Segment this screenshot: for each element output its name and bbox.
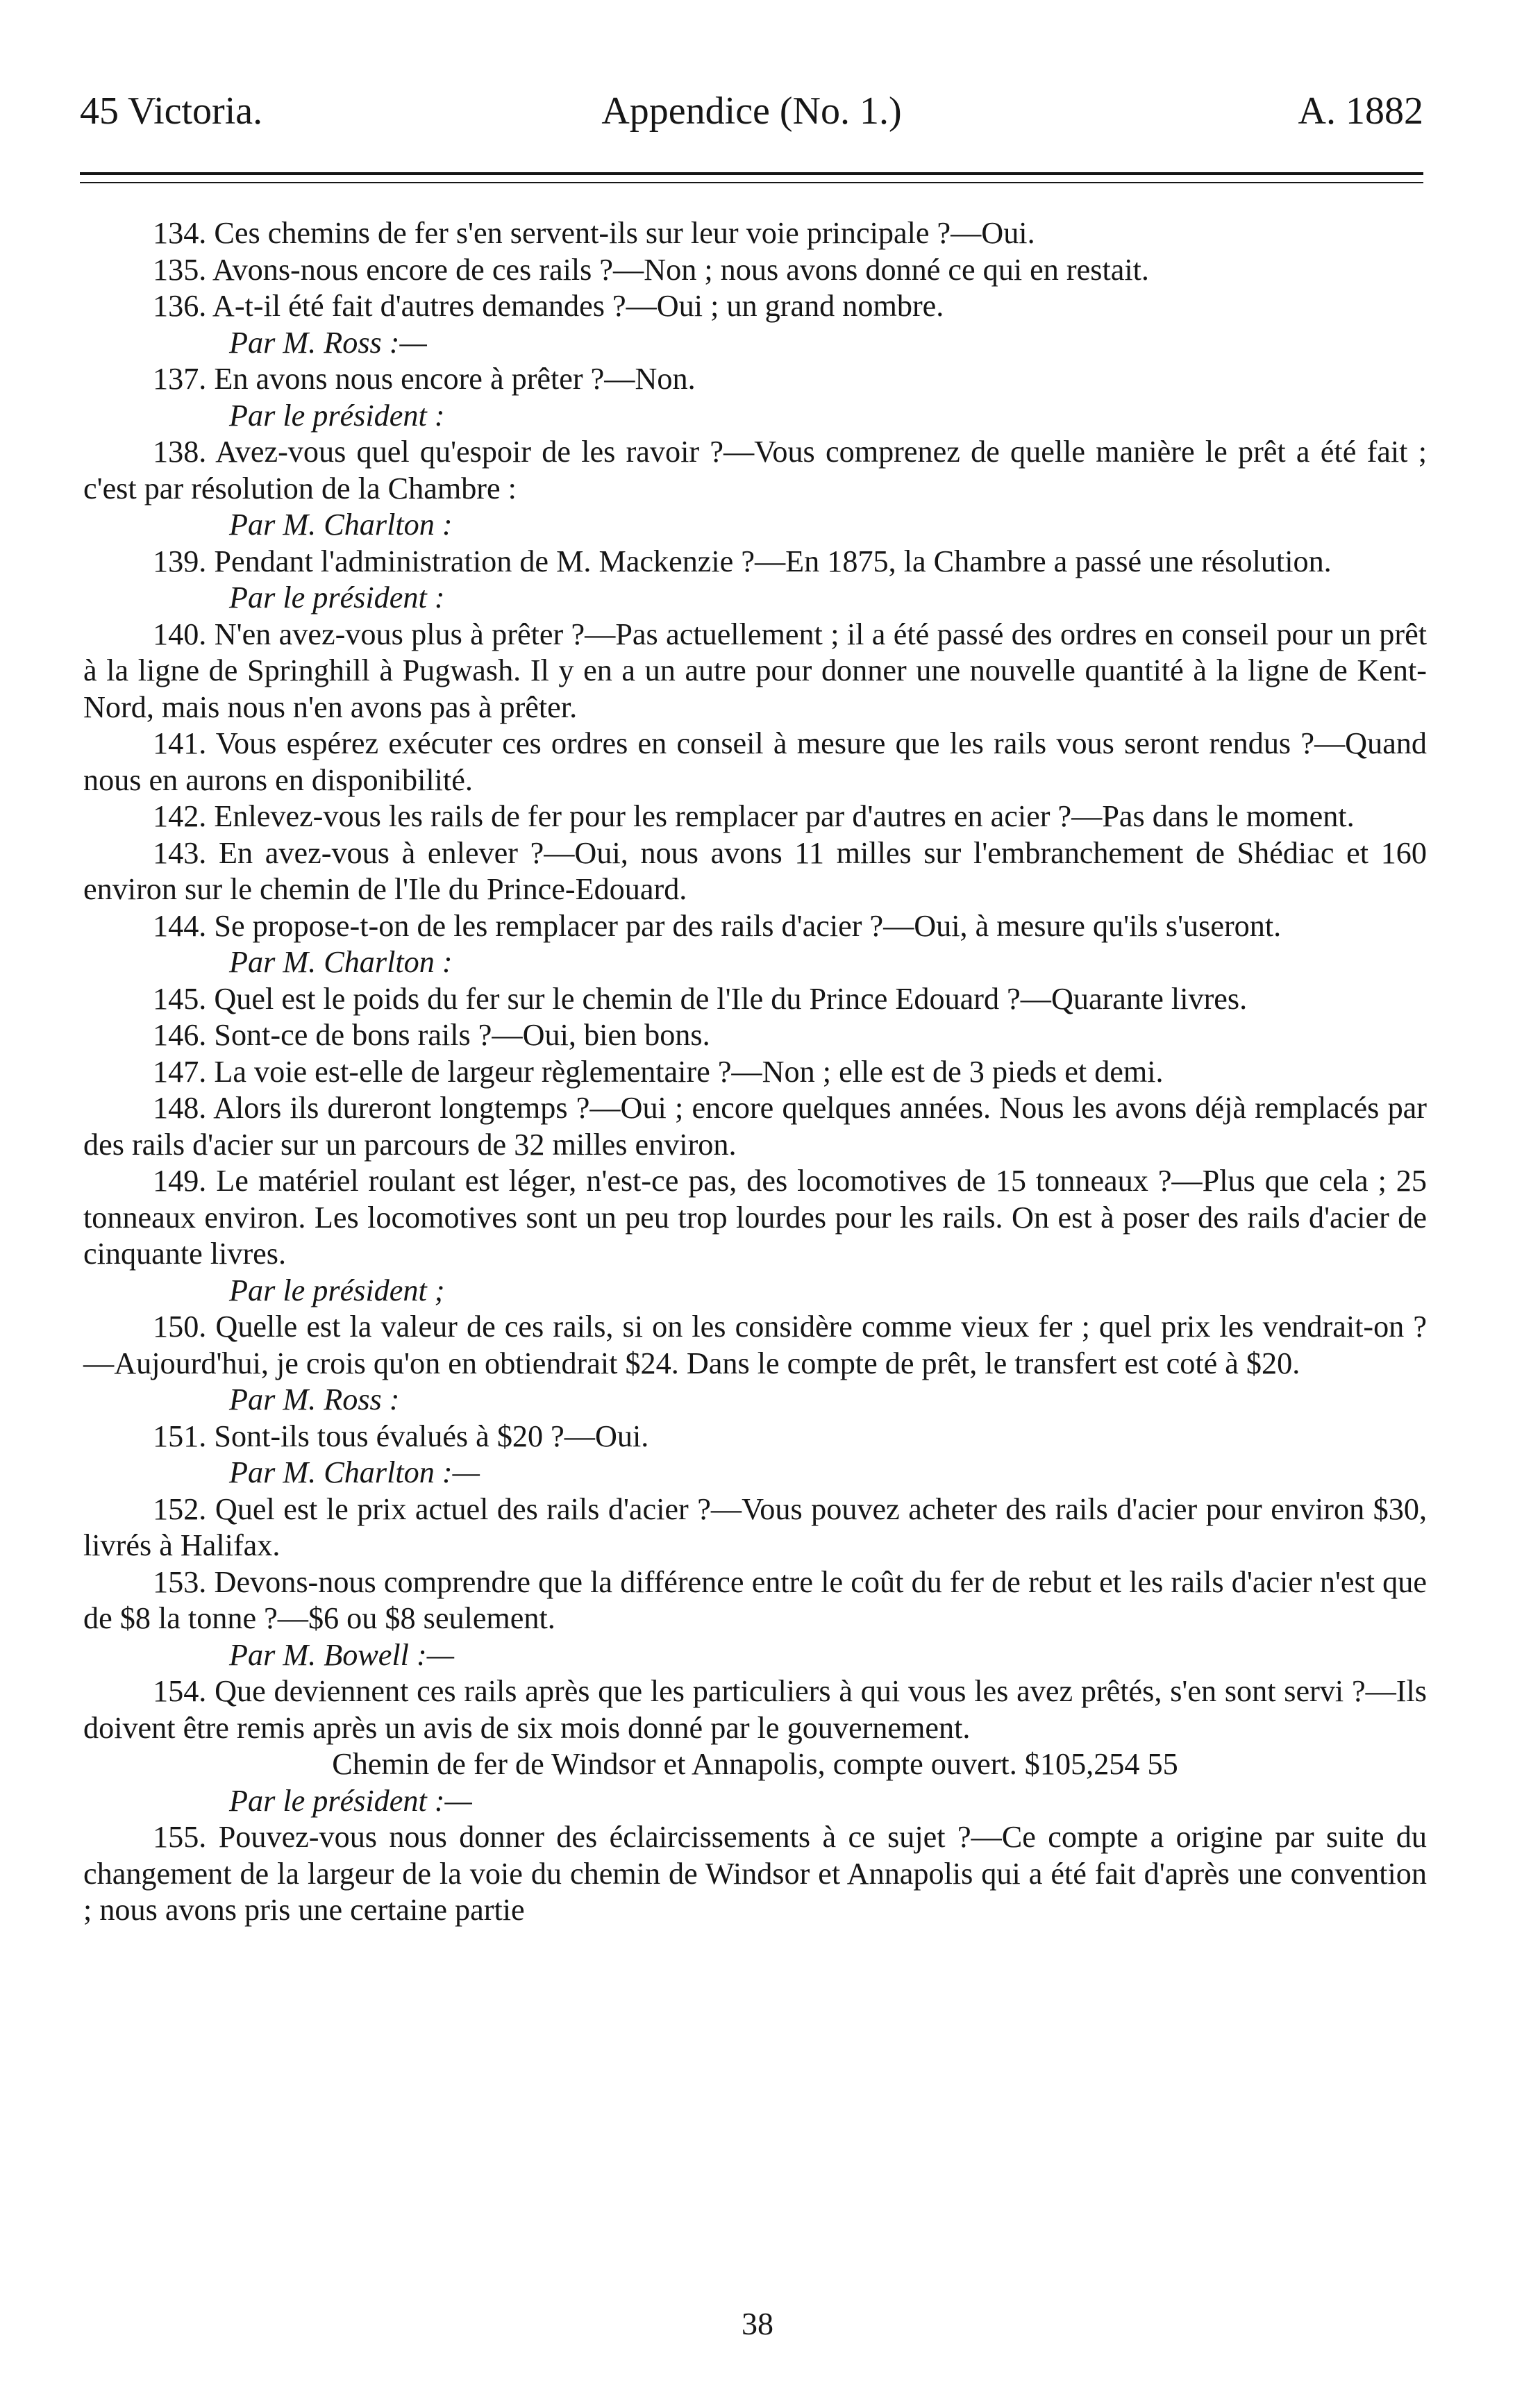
- question-137: 137. En avons nous encore à prêter ?—Non.: [153, 362, 696, 396]
- question-144: 144. Se propose-t-on de les remplacer par des rails d'acier ?—Oui, à mesure qu'ils s'useront.: [153, 908, 1282, 943]
- question-138: 138. Avez-vous quel qu'espoir de les ravoir ?—Vous comprenez de quelle manière le prêt a été fait ; c'est par résolution de la Chambre :: [83, 435, 1427, 505]
- question-142: 142. Enlevez-vous les rails de fer pour les remplacer par d'autres en acier ?—Pas dans le moment.: [153, 799, 1355, 833]
- speaker-heading: Par M. Bowell :—: [229, 1637, 455, 1672]
- question-140: 140. N'en avez-vous plus à prêter ?—Pas actuellement ; il a été passé des ordres en conseil pour un prêt à la ligne de Springhill à Pugwash. Il y en a un autre pour donner une nouvelle quantité à la ligne de Kent-Nord, mais nous n'en avons pas à prêter.: [83, 617, 1427, 724]
- speaker-heading: Par le président ;: [229, 1273, 445, 1307]
- question-152: 152. Quel est le prix actuel des rails d'acier ?—Vous pouvez acheter des rails d'acier pour environ $30, livrés à Halifax.: [83, 1491, 1427, 1562]
- question-154: 154. Que deviennent ces rails après que les particuliers à qui vous les avez prêtés, s'en sont servi ?—Ils doivent être remis après un avis de six mois donné par le gouvernement.: [83, 1674, 1427, 1745]
- question-155: 155. Pouvez-vous nous donner des éclaircissements à ce sujet ?—Ce compte a origine par suite du changement de la largeur de la voie du chemin de Windsor et Annapolis qui a été fait d'après une convention ; nous avons pris une certaine partie: [83, 1820, 1427, 1927]
- question-151: 151. Sont-ils tous évalués à $20 ?—Oui.: [153, 1419, 649, 1453]
- speaker-heading: Par M. Charlton :—: [229, 1455, 480, 1489]
- question-147: 147. La voie est-elle de largeur règlementaire ?—Non ; elle est de 3 pieds et demi.: [153, 1054, 1164, 1089]
- question-135: 135. Avons-nous encore de ces rails ?—Non ; nous avons donné ce qui en restait.: [153, 252, 1149, 287]
- speaker-heading: Par M. Ross :—: [229, 325, 427, 360]
- question-150: 150. Quelle est la valeur de ces rails, si on les considère comme vieux fer ; quel prix les vendrait-on ?—Aujourd'hui, je crois qu'on en obtiendrait $24. Dans le compte de prêt, le transfert est coté à $20.: [83, 1310, 1427, 1380]
- header-year: A. 1882: [1298, 90, 1423, 133]
- page-body: [83, 215, 1427, 1929]
- speaker-heading: Par le président :: [229, 580, 445, 614]
- question-153: 153. Devons-nous comprendre que la différence entre le coût du fer de rebut et les rails d'acier n'est que de $8 la tonne ?—$6 ou $8 seulement.: [83, 1564, 1427, 1635]
- question-145: 145. Quel est le poids du fer sur le chemin de l'Ile du Prince Edouard ?—Quarante livres.: [153, 981, 1248, 1016]
- question-141: 141. Vous espérez exécuter ces ordres en conseil à mesure que les rails vous seront rendus ?—Quand nous en aurons en disponibilité.: [83, 726, 1427, 797]
- speaker-heading: Par le président :—: [229, 1783, 472, 1818]
- header-rule-thin: [80, 182, 1423, 183]
- header-title: Appendice (No. 1.): [601, 90, 902, 133]
- page-header: [80, 83, 1423, 139]
- account-heading: Chemin de fer de Windsor et Annapolis, compte ouvert. $105,254 55: [332, 1747, 1178, 1781]
- question-143: 143. En avez-vous à enlever ?—Oui, nous avons 11 milles sur l'embranchement de Shédiac et 160 environ sur le chemin de l'Ile du Prince-Edouard.: [83, 835, 1427, 906]
- question-149: 149. Le matériel roulant est léger, n'est-ce pas, des locomotives de 15 tonneaux ?—Plus que cela ; 25 tonneaux environ. Les locomotives sont un peu trop lourdes pour les rails. On est à poser des rails d'acier de cinquante livres.: [83, 1164, 1427, 1271]
- header-session: 45 Victoria.: [80, 90, 263, 133]
- speaker-heading: Par le président :: [229, 398, 445, 433]
- question-136: 136. A-t-il été fait d'autres demandes ?—Oui ; un grand nombre.: [153, 289, 944, 323]
- speaker-heading: Par M. Ross :: [229, 1382, 400, 1416]
- speaker-heading: Par M. Charlton :: [229, 945, 453, 979]
- speaker-heading: Par M. Charlton :: [229, 508, 453, 542]
- question-148: 148. Alors ils dureront longtemps ?—Oui ; encore quelques années. Nous les avons déjà remplacés par des rails d'acier sur un parcours de 32 milles environ.: [83, 1091, 1427, 1162]
- header-rule-thick: [80, 172, 1423, 175]
- question-139: 139. Pendant l'administration de M. Mackenzie ?—En 1875, la Chambre a passé une résolution.: [153, 544, 1332, 578]
- question-134: 134. Ces chemins de fer s'en servent-ils sur leur voie principale ?—Oui.: [153, 216, 1035, 250]
- page-number: 38: [742, 2306, 773, 2341]
- question-146: 146. Sont-ce de bons rails ?—Oui, bien bons.: [153, 1018, 710, 1052]
